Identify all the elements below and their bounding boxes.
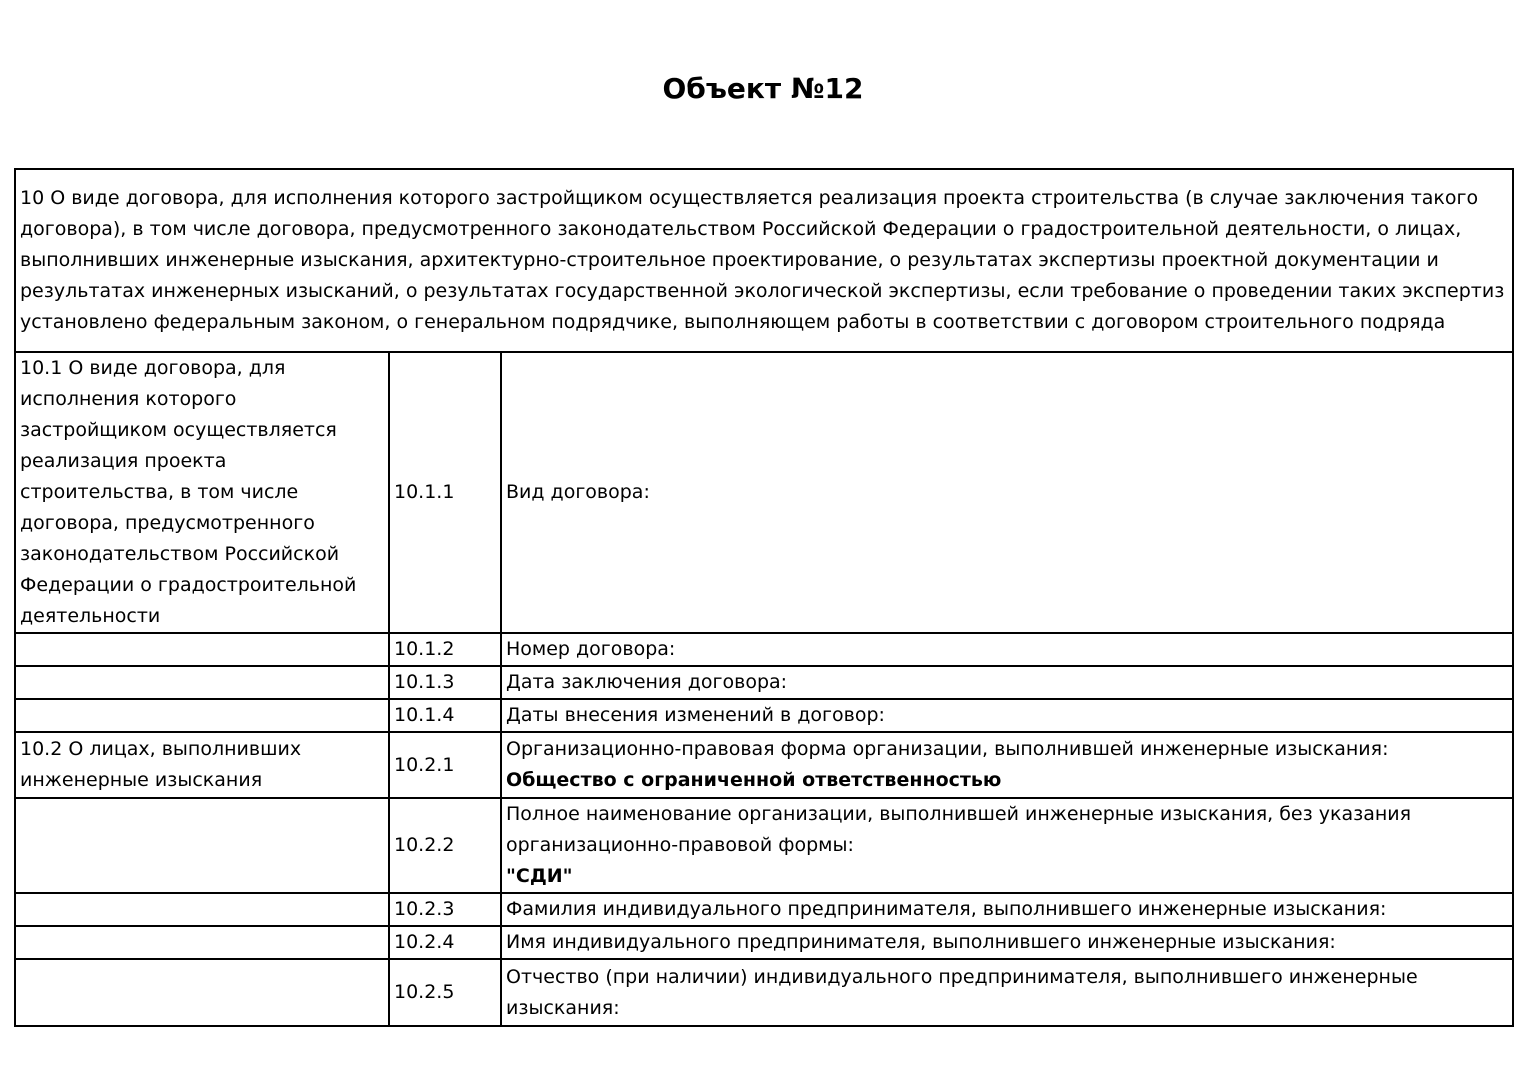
field-label: Полное наименование организации, выполнившей инженерные изыскания, без указания организационно-правовой формы:	[506, 803, 1412, 856]
field-label: Вид договора:	[506, 481, 650, 503]
row-content-10-2-1	[501, 732, 1513, 798]
table-row	[15, 666, 1513, 699]
field-label: Даты внесения изменений в договор:	[506, 704, 885, 726]
field-label: Фамилия индивидуального предпринимателя, выполнившего инженерные изыскания:	[506, 898, 1387, 920]
field-value: "СДИ"	[506, 865, 573, 887]
table-row	[15, 798, 1513, 893]
row-number-10-2-1: 10.2.1	[389, 732, 501, 798]
table-row	[15, 633, 1513, 666]
row-content-10-1-3	[501, 666, 1513, 699]
group-label-empty	[15, 893, 389, 926]
table-row	[15, 893, 1513, 926]
table-row	[15, 732, 1513, 798]
row-content-10-1-2	[501, 633, 1513, 666]
group-label-empty	[15, 633, 389, 666]
row-number-10-2-5: 10.2.5	[389, 959, 501, 1026]
row-number-10-1-1: 10.1.1	[389, 352, 501, 633]
group-label-empty	[15, 926, 389, 959]
declaration-table	[14, 168, 1514, 1027]
field-label: Имя индивидуального предпринимателя, выполнившего инженерные изыскания:	[506, 931, 1336, 953]
field-label: Отчество (при наличии) индивидуального предпринимателя, выполнившего инженерные изыскания:	[506, 965, 1418, 1019]
field-value: Общество с ограниченной ответственностью	[506, 769, 1002, 791]
table-row	[15, 699, 1513, 732]
section-10-header-row	[15, 169, 1513, 352]
row-content-10-2-3	[501, 893, 1513, 926]
row-number-10-1-4: 10.1.4	[389, 699, 501, 732]
row-content-10-2-2	[501, 798, 1513, 893]
group-label-10-2: 10.2 О лицах, выполнивших инженерные изыскания	[15, 732, 389, 798]
row-number-10-2-2: 10.2.2	[389, 798, 501, 893]
table-row	[15, 352, 1513, 633]
row-number-10-1-3: 10.1.3	[389, 666, 501, 699]
field-label: Организационно-правовая форма организации, выполнившей инженерные изыскания:	[506, 738, 1389, 760]
page-title: Объект №12	[662, 72, 864, 105]
group-label-empty	[15, 666, 389, 699]
row-number-10-1-2: 10.1.2	[389, 633, 501, 666]
group-label-empty	[15, 959, 389, 1026]
field-label: Дата заключения договора:	[506, 671, 788, 693]
row-number-10-2-3: 10.2.3	[389, 893, 501, 926]
field-label: Номер договора:	[506, 638, 676, 660]
row-content-10-1-1	[501, 352, 1513, 633]
row-content-10-1-4	[501, 699, 1513, 732]
section-10-header-text: 10 О виде договора, для исполнения которого застройщиком осуществляется реализация проекта строительства (в случае заключения такого договора), в том числе договора, предусмотренного законодательством Российской Федерации о градостроительной деятельности, о лицах, выполнивших инженерные изыскания, архитектурно-строительное проектирование, о результатах экспертизы проектной документации и результатах инженерных изысканий, о результатах государственной экологической экспертизы, если требование о проведении таких экспертиз установлено федеральным законом, о генеральном подрядчике, выполняющем работы в соответствии с договором строительного подряда	[15, 169, 1513, 352]
table-row	[15, 926, 1513, 959]
group-label-10-1: 10.1 О виде договора, для исполнения которого застройщиком осуществляется реализация проекта строительства, в том числе договора, предусмотренного законодательством Российской Федерации о градостроительной деятельности	[15, 352, 389, 633]
document-page	[0, 72, 1528, 1080]
row-content-10-2-5	[501, 959, 1513, 1026]
row-number-10-2-4: 10.2.4	[389, 926, 501, 959]
table-row	[15, 959, 1513, 1026]
group-label-empty	[15, 699, 389, 732]
group-label-empty	[15, 798, 389, 893]
row-content-10-2-4	[501, 926, 1513, 959]
